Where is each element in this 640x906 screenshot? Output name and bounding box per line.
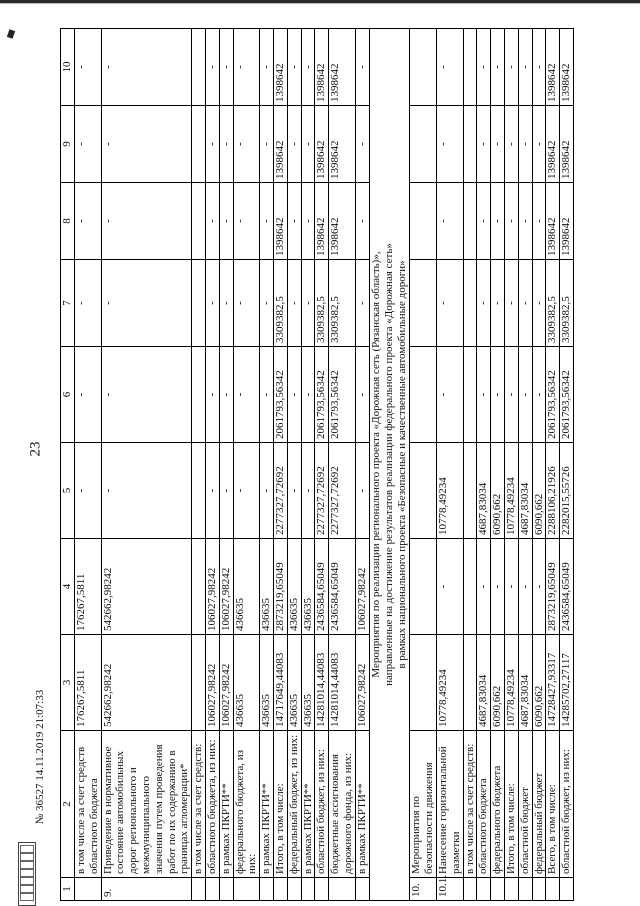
row-name: федеральный бюджет [532,731,546,878]
row-name: областной бюджет [518,731,532,878]
value-cell: 2436584,65049 [329,539,356,635]
table-row [260,29,274,901]
value-cell: 6090,662 [532,635,546,731]
value-cell [463,635,477,731]
value-cell: - [287,106,301,183]
value-cell: 542662,98242 [101,539,192,635]
rotated-page [60,29,620,901]
value-cell: - [491,29,505,106]
value-cell: 176267,5811 [75,539,102,635]
section-heading-line: в рамках национального проекта «Безопасные и качественные автомобильные дороги» [396,260,409,669]
table-row [301,29,315,901]
value-cell: 4687,83034 [477,635,491,731]
value-cell: - [505,29,519,106]
value-cell: 6090,662 [491,443,505,539]
value-cell: 1398642 [560,183,574,260]
value-cell: - [101,183,192,260]
value-cell: - [287,183,301,260]
table-row [505,29,519,901]
value-cell: 3309382,5 [315,260,329,347]
row-name: областной бюджет, из них: [315,731,329,878]
row-number: 10. [410,878,437,901]
table-row [205,29,219,901]
value-cell: - [532,347,546,443]
row-name: Нанесение горизонтальной разметки [437,731,464,878]
value-cell: - [219,260,233,347]
value-cell: - [532,260,546,347]
value-cell: - [301,29,315,106]
value-cell: - [518,347,532,443]
value-cell: - [260,260,274,347]
value-cell [410,539,437,635]
row-name: федерального бюджета, из них: [233,731,260,878]
value-cell: 436635 [287,635,301,731]
value-cell: - [477,29,491,106]
value-cell [410,183,437,260]
row-number [463,878,477,901]
value-cell: 6090,662 [532,443,546,539]
value-cell [192,29,206,106]
row-number [273,878,287,901]
value-cell: 1398642 [546,183,560,260]
value-cell: - [219,443,233,539]
row-name: федерального бюджета [491,731,505,878]
column-header: 4 [61,539,75,635]
value-cell: 14281014,44083 [315,635,329,731]
value-cell [410,29,437,106]
value-cell: - [477,539,491,635]
value-cell: 1398642 [315,29,329,106]
table-row [463,29,477,901]
value-cell: 2277327,72692 [273,443,287,539]
value-cell: 542662,98242 [101,635,192,731]
value-cell: - [477,260,491,347]
value-cell: - [101,260,192,347]
value-cell: - [505,347,519,443]
row-name: областного бюджета, из них: [205,731,219,878]
page-number: 23 [27,441,44,457]
value-cell: - [301,106,315,183]
table-row [437,29,464,901]
value-cell: - [301,443,315,539]
value-cell: 436635 [301,635,315,731]
value-cell [410,106,437,183]
value-cell: - [260,106,274,183]
value-cell: - [437,106,464,183]
value-cell: 14281014,44083 [329,635,356,731]
value-cell [192,106,206,183]
column-header: 9 [61,106,75,183]
row-name: Приведение в нормативное состояние автомобильных дорог регионального и межмуниципального значения путем проведения работ по их содержанию в границах агломерации* [101,731,192,878]
value-cell: 3309382,5 [546,260,560,347]
table-row [532,29,546,901]
table-row [491,29,505,901]
value-cell [192,260,206,347]
value-cell [463,260,477,347]
value-cell: 1398642 [329,106,356,183]
value-cell: - [233,260,260,347]
value-cell: - [287,29,301,106]
row-name: Итого, в том числе: [505,731,519,878]
table-row [560,29,574,901]
value-cell: - [233,443,260,539]
value-cell: 3309382,5 [329,260,356,347]
value-cell: - [491,183,505,260]
value-cell: 2277327,72692 [329,443,356,539]
value-cell: 4687,83034 [477,443,491,539]
row-number [233,878,260,901]
value-cell: - [477,347,491,443]
value-cell: - [301,260,315,347]
value-cell: - [287,260,301,347]
table-row [355,29,369,901]
value-cell: - [287,443,301,539]
value-cell: 4687,83034 [518,635,532,731]
value-cell [463,29,477,106]
row-number [518,878,532,901]
table-row [546,29,560,901]
value-cell: 106027,98242 [205,539,219,635]
value-cell: 6090,662 [491,635,505,731]
value-cell: 2282015,55726 [560,443,574,539]
row-name: в том числе за счет средств: [192,731,206,878]
stamp-logo-icon [18,842,36,906]
row-name: Всего, в том числе: [546,731,560,878]
header-row [61,29,75,901]
value-cell: - [301,183,315,260]
value-cell [463,183,477,260]
value-cell: 10778,49234 [437,443,464,539]
value-cell: - [355,443,369,539]
row-number: 10.1. [437,878,464,901]
value-cell: - [518,29,532,106]
value-cell [192,347,206,443]
row-number [560,878,574,901]
value-cell: - [437,183,464,260]
value-cell: 2061793,56342 [329,347,356,443]
row-number [301,878,315,901]
value-cell: - [301,347,315,443]
value-cell: - [75,106,102,183]
value-cell: 10778,49234 [505,635,519,731]
value-cell: - [532,183,546,260]
value-cell: - [437,539,464,635]
value-cell: - [233,347,260,443]
row-number [75,878,102,901]
table-row [219,29,233,901]
value-cell: - [505,260,519,347]
value-cell: - [205,347,219,443]
value-cell: 3309382,5 [560,260,574,347]
value-cell: 1398642 [315,106,329,183]
value-cell: 14728427,93317 [546,635,560,731]
value-cell: 176267,5811 [75,635,102,731]
value-cell: - [437,29,464,106]
value-cell: 106027,98242 [355,635,369,731]
value-cell: 2277327,72692 [315,443,329,539]
value-cell: 106027,98242 [355,539,369,635]
row-number [329,878,356,901]
value-cell: - [477,106,491,183]
value-cell: - [205,260,219,347]
value-cell: 2873219,65049 [546,539,560,635]
value-cell: - [491,347,505,443]
value-cell: 106027,98242 [219,635,233,731]
value-cell: 2061793,56342 [546,347,560,443]
value-cell [410,443,437,539]
value-cell: 436635 [233,539,260,635]
value-cell: - [205,443,219,539]
value-cell: - [233,106,260,183]
value-cell [410,635,437,731]
row-number [315,878,329,901]
row-name: областного бюджета [477,731,491,878]
row-number [532,878,546,901]
value-cell: 1398642 [315,183,329,260]
row-number [260,878,274,901]
value-cell: - [219,106,233,183]
value-cell: 2873219,65049 [273,539,287,635]
column-header: 8 [61,183,75,260]
value-cell: 14285702,27117 [560,635,574,731]
value-cell: 1398642 [273,29,287,106]
value-cell: 1398642 [546,106,560,183]
row-name: в том числе за счет средств: [463,731,477,878]
value-cell: 2436584,65049 [315,539,329,635]
row-name: Мероприятия по безопасности движения [410,731,437,878]
value-cell: - [260,183,274,260]
value-cell: - [205,183,219,260]
row-name: федеральный бюджет, из них: [287,731,301,878]
value-cell [463,347,477,443]
row-name: в рамках ПКРТИ** [301,731,315,878]
value-cell: - [101,106,192,183]
value-cell: - [505,106,519,183]
value-cell: 2061793,56342 [273,347,287,443]
value-cell: 10778,49234 [437,635,464,731]
value-cell: 106027,98242 [205,635,219,731]
value-cell: 2436584,65049 [560,539,574,635]
value-cell: - [260,443,274,539]
table-row [75,29,102,901]
value-cell [463,539,477,635]
value-cell: 1398642 [273,106,287,183]
table-row [518,29,532,901]
row-name: в рамках ПКРТИ** [219,731,233,878]
value-cell [463,106,477,183]
value-cell: - [75,260,102,347]
value-cell: - [260,347,274,443]
value-cell: - [260,29,274,106]
column-header: 1 [61,878,75,901]
column-header: 7 [61,260,75,347]
scan-artifact [7,29,15,39]
value-cell: 2061793,56342 [315,347,329,443]
table-row [477,29,491,901]
value-cell: - [532,106,546,183]
value-cell: - [355,29,369,106]
document-stamp: № 36527 14.11.2019 21:07:33 [34,689,46,825]
value-cell: 436635 [260,539,274,635]
table-row [273,29,287,901]
value-cell [463,443,477,539]
value-cell: 10778,49234 [505,443,519,539]
column-header: 2 [61,731,75,878]
value-cell: - [491,260,505,347]
column-header: 5 [61,443,75,539]
value-cell: - [219,183,233,260]
value-cell: - [287,347,301,443]
value-cell: - [491,539,505,635]
section-heading-line: Мероприятия по реализации регионального проекта «Дорожная сеть (Рязанская область)», [369,251,382,678]
column-header: 3 [61,635,75,731]
value-cell: - [355,260,369,347]
value-cell: - [101,443,192,539]
value-cell: - [518,106,532,183]
row-number [355,878,369,901]
table-row [329,29,356,901]
value-cell: - [505,539,519,635]
value-cell: 2061793,56342 [560,347,574,443]
value-cell: - [75,183,102,260]
value-cell: 1398642 [546,29,560,106]
value-cell: 1398642 [329,183,356,260]
value-cell [192,539,206,635]
column-header: 10 [61,29,75,106]
budget-table [60,28,574,901]
value-cell [192,183,206,260]
value-cell: - [233,29,260,106]
table-row [315,29,329,901]
value-cell: - [505,183,519,260]
row-number [192,878,206,901]
section-heading [369,29,410,901]
value-cell: - [219,347,233,443]
row-number [205,878,219,901]
value-cell: - [518,260,532,347]
row-number [546,878,560,901]
section-heading-line: направленные на достижение результатов реализации федерального проекта «Дорожная сеть» [382,243,395,686]
row-name: бюджетные ассигнования дорожного фонда, из них: [329,731,356,878]
value-cell: - [355,106,369,183]
row-number: 9. [101,878,192,901]
section-heading-row [369,29,410,901]
value-cell: - [437,260,464,347]
table-row [233,29,260,901]
value-cell: - [532,539,546,635]
value-cell: - [518,539,532,635]
value-cell [192,443,206,539]
value-cell: 436635 [233,635,260,731]
value-cell: 436635 [287,539,301,635]
scan-edge [0,0,640,10]
value-cell: 1398642 [560,106,574,183]
value-cell: - [437,347,464,443]
value-cell: - [101,29,192,106]
column-header: 6 [61,347,75,443]
value-cell: 14717649,44083 [273,635,287,731]
value-cell: - [75,29,102,106]
value-cell: - [101,347,192,443]
value-cell: - [75,347,102,443]
value-cell: - [219,29,233,106]
row-number [477,878,491,901]
value-cell: 1398642 [329,29,356,106]
value-cell: - [518,183,532,260]
value-cell [410,347,437,443]
value-cell: - [477,183,491,260]
value-cell: 106027,98242 [219,539,233,635]
value-cell: 436635 [260,635,274,731]
row-name: в рамках ПКРТИ** [260,731,274,878]
row-name: областной бюджет, из них: [560,731,574,878]
value-cell: 1398642 [273,183,287,260]
value-cell: 2288106,21926 [546,443,560,539]
table-row [410,29,437,901]
value-cell [410,260,437,347]
value-cell: - [491,106,505,183]
value-cell: - [233,183,260,260]
value-cell: - [205,29,219,106]
row-number [219,878,233,901]
row-number [491,878,505,901]
value-cell: - [355,347,369,443]
value-cell: 3309382,5 [273,260,287,347]
table-row [192,29,206,901]
value-cell: - [205,106,219,183]
value-cell: 1398642 [560,29,574,106]
value-cell: - [75,443,102,539]
value-cell: 436635 [301,539,315,635]
table-row [287,29,301,901]
value-cell [192,635,206,731]
value-cell: - [532,29,546,106]
row-name: в том числе за счет средств областного бюджета [75,731,102,878]
row-name: Итого, в том числе: [273,731,287,878]
row-name: в рамках ПКРТИ** [355,731,369,878]
table-row [101,29,192,901]
value-cell: - [355,183,369,260]
row-number [505,878,519,901]
row-number [287,878,301,901]
value-cell: 4687,83034 [518,443,532,539]
